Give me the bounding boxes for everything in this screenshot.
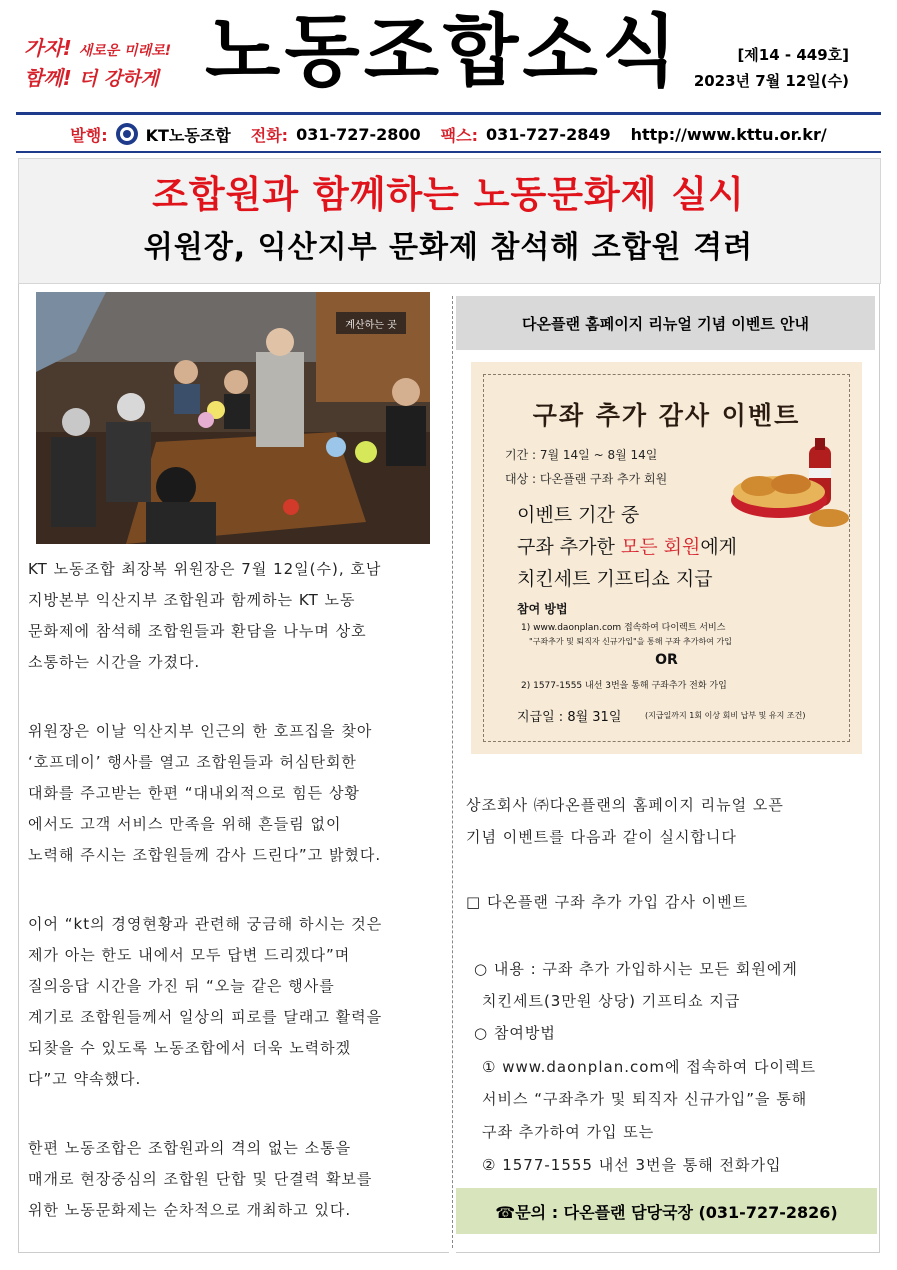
photo-sign-text: 계산하는 곳 bbox=[345, 320, 397, 331]
event-poster bbox=[471, 362, 862, 754]
poster-pay-note: (지급일까지 1회 이상 회비 납부 및 유지 조건) bbox=[645, 711, 806, 720]
article-paragraph-4 bbox=[28, 1133, 439, 1226]
event-intro-2: 기념 이벤트를 다음과 같이 실시합니다 bbox=[466, 828, 737, 846]
article-line: ‘호프데이’ 행사를 열고 조합원들과 허심탄회한 bbox=[28, 753, 357, 771]
article-line: 다”고 약속했다. bbox=[28, 1070, 142, 1088]
publisher-bar bbox=[16, 120, 881, 148]
slogan-line-2 bbox=[24, 62, 159, 91]
article-line: 한편 노동조합은 조합원과의 격의 없는 소통을 bbox=[28, 1139, 352, 1157]
contact-box: ☎문의 : 다온플랜 담당국장 (031-727-2826) bbox=[456, 1188, 877, 1234]
poster-or: OR bbox=[655, 652, 678, 668]
event-item-title: □ 다온플랜 구좌 추가 가입 감사 이벤트 bbox=[466, 893, 749, 911]
headline-title: 조합원과 함께하는 노동문화제 실시 bbox=[152, 173, 745, 216]
phone-number: 031-727-2800 bbox=[296, 124, 421, 144]
poster-line-3: 치킨세트 기프티쇼 지급 bbox=[517, 568, 713, 590]
article-line: 에서도 고객 서비스 만족을 위해 흔들림 없이 bbox=[28, 815, 342, 833]
phone-label: 전화: bbox=[250, 125, 289, 145]
slogan-2b: 더 강하게 bbox=[78, 68, 159, 90]
event-method-title: ○ 참여방법 bbox=[474, 1024, 556, 1042]
fax-number: 031-727-2849 bbox=[485, 124, 611, 144]
slogan-line-1 bbox=[24, 32, 171, 61]
poster-how-title: 참여 방법 bbox=[517, 602, 568, 616]
article-paragraph-3 bbox=[28, 909, 439, 1095]
chicken-cola-illustration bbox=[729, 438, 854, 538]
poster-highlight: 모든 회원 bbox=[620, 536, 701, 558]
event-intro-1: 상조회사 ㈜다온플랜의 홈페이지 리뉴얼 오픈 bbox=[466, 796, 784, 814]
event-content-1: ○ 내용 : 구좌 추가 가입하시는 모든 회원에게 bbox=[474, 960, 798, 978]
article-line: 대화를 주고받는 한편 “대내외적으로 힘든 상황 bbox=[28, 784, 360, 802]
issue-info bbox=[694, 42, 849, 94]
newsletter-title: 노동조합소식 bbox=[205, 7, 682, 97]
article-line: 계기로 조합원들께서 일상의 피로를 달래고 활력을 bbox=[28, 1008, 383, 1026]
fax-label: 팩스: bbox=[440, 125, 478, 145]
poster-how-1: 1) www.daonplan.com 접속하여 다이렉트 서비스 bbox=[521, 623, 726, 633]
publisher-name: KT노동조합 bbox=[145, 125, 231, 145]
event-method-1a: ① www.daonplan.com에 접속하여 다이렉트 bbox=[482, 1058, 816, 1076]
event-content-2: 치킨세트(3만원 상당) 기프티쇼 지급 bbox=[482, 992, 741, 1010]
poster-line-1: 이벤트 기간 중 bbox=[517, 504, 640, 526]
event-photo-illustration bbox=[36, 292, 430, 544]
article-line: KT 노동조합 최장복 위원장은 7월 12일(수), 호남 bbox=[28, 560, 382, 578]
event-method-1b: 서비스 “구좌추가 및 퇴직자 신규가입”을 통해 bbox=[482, 1090, 808, 1108]
poster-pay-date: 지급일 : 8월 31일 bbox=[517, 710, 622, 725]
poster-line-2 bbox=[517, 532, 737, 559]
kttu-logo-icon bbox=[116, 123, 138, 145]
article-line: 노력해 주시는 조합원들께 감사 드린다”고 밝혔다. bbox=[28, 846, 382, 864]
masthead-rule-top bbox=[16, 112, 881, 115]
website-link[interactable]: http://www.kttu.or.kr/ bbox=[630, 124, 827, 144]
article-paragraph-1 bbox=[28, 554, 439, 678]
poster-title: 구좌 추가 감사 이벤트 bbox=[532, 401, 801, 430]
article-line: 되찾을 수 있도록 노동조합에서 더욱 노력하겠 bbox=[28, 1039, 352, 1057]
poster-line-2c: 에게 bbox=[700, 536, 738, 558]
article-line: 위한 노동문화제는 순차적으로 개최하고 있다. bbox=[28, 1201, 352, 1219]
event-box-title: 다온플랜 홈페이지 리뉴얼 기념 이벤트 안내 bbox=[456, 296, 875, 350]
article-paragraph-2 bbox=[28, 716, 439, 871]
article-line: 매개로 현장중심의 조합원 단합 및 단결력 확보를 bbox=[28, 1170, 373, 1188]
column-divider bbox=[452, 296, 453, 1248]
article-line: 문화제에 참석해 조합원들과 환담을 나누며 상호 bbox=[28, 622, 367, 640]
issue-date: 2023년 7월 12일(수) bbox=[693, 72, 849, 90]
article-line: 질의응답 시간을 가진 뒤 “오늘 같은 행사를 bbox=[28, 977, 335, 995]
article-line: 위원장은 이날 익산지부 인근의 한 호프집을 찾아 bbox=[28, 722, 373, 740]
publisher-label: 발행: bbox=[70, 125, 108, 145]
event-photo bbox=[36, 292, 430, 544]
event-method-2: ② 1577-1555 내선 3번을 통해 전화가입 bbox=[482, 1156, 782, 1174]
article-line: 제가 아는 한도 내에서 모두 답변 드리겠다”며 bbox=[28, 946, 351, 964]
poster-how-2: 2) 1577-1555 내선 3번을 통해 구좌추가 전화 가입 bbox=[521, 681, 727, 691]
slogan-1a: 가자! bbox=[24, 36, 72, 60]
article-line: 소통하는 시간을 가졌다. bbox=[28, 653, 201, 671]
slogan-1b: 새로운 미래로! bbox=[78, 43, 172, 59]
article-line: 이어 “kt의 경영현황과 관련해 궁금해 하시는 것은 bbox=[28, 915, 383, 933]
article-line: 지방본부 익산지부 조합원과 함께하는 KT 노동 bbox=[28, 591, 356, 609]
issue-number: [제14 - 449호] bbox=[737, 46, 849, 64]
poster-line-2a: 구좌 추가한 bbox=[517, 536, 621, 558]
poster-how-1b: "구좌추가 및 퇴직자 신규가입"을 통해 구좌 추가하여 가입 bbox=[529, 637, 732, 646]
event-method-1c: 구좌 추가하여 가입 또는 bbox=[482, 1123, 655, 1141]
poster-target: 대상 : 다온플랜 구좌 추가 회원 bbox=[505, 472, 668, 486]
masthead-rule-bottom bbox=[16, 151, 881, 153]
headline-subtitle: 위원장, 익산지부 문화제 참석해 조합원 격려 bbox=[143, 230, 754, 265]
slogan-2a: 함께! bbox=[24, 66, 72, 90]
poster-period: 기간 : 7월 14일 ~ 8월 14일 bbox=[505, 448, 658, 462]
